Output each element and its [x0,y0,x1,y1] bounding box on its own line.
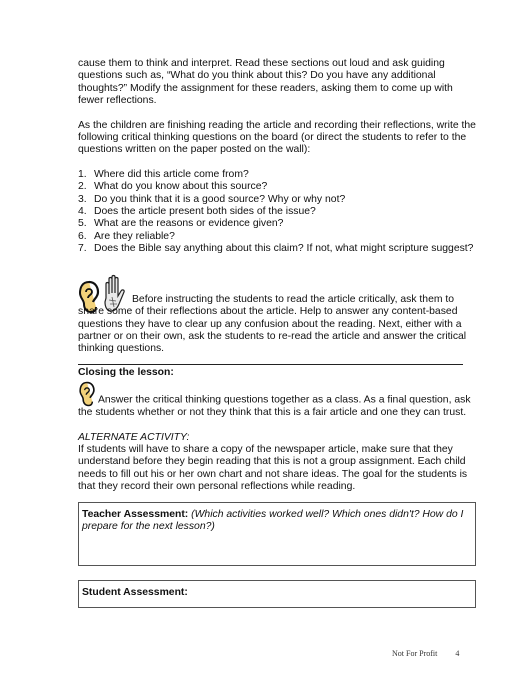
alternate-activity-paragraph: If students will have to share a copy of the newspaper article, make sure that they understand before they begin reading that this is not a group assignment. Each child needs to fill out his or her own chart and not share ideas. The goal for the students is that they record their own personal reflections while reading. [78,443,468,493]
critical-questions-list [78,169,480,256]
closing-paragraph: Answer the critical thinking questions together as a class. As a final question, ask the students whether or not they think that this is a fair article and one they can trust. [78,381,480,419]
teacher-assessment-question: (Which activities worked well? Which ones didn't? How do I prepare for the next lesson?) [82,508,464,532]
intro-paragraph: cause them to think and interpret. Read these sections out loud and ask guiding questions such as, “What do you think about this? Do you have any additional thoughts?” Modify the assignment for these readers, asking them to come up with fewer reflections. [78,58,453,107]
list-item: 1. Where did this article come from? [78,168,249,180]
instruction-paragraph: Before instructing the students to read the article critically, ask them to share some of their reflections about the article. Help to answer any content-based questions they have to clear up any confusion about the reading. Next, either with a partner or on their own, ask the students to re-read the article and answer the critical thinking questions. [78,293,467,355]
document-page [78,58,480,608]
alternate-activity-label: ALTERNATE ACTIVITY: [78,431,190,443]
page-footer [392,648,459,660]
list-item: 4. Does the article present both sides of the issue? [78,206,316,218]
list-item: 7. Does the Bible say anything about this claim? If not, what might scripture suggest? [78,243,474,255]
instruction-block [78,268,480,356]
teacher-assessment-box[interactable] [78,502,476,566]
list-item: 3. Do you think that it is a good source? Why or why not? [78,193,346,205]
student-assessment-label: Student Assessment: [82,586,188,598]
closing-block [78,381,480,419]
teacher-assessment-label: Teacher Assessment: [82,508,189,520]
closing-heading: Closing the lesson: [78,366,174,378]
list-item: 2. What do you know about this source? [78,181,268,193]
section-divider [78,364,463,365]
student-assessment-box[interactable] [78,580,476,608]
list-item: 6. Are they reliable? [78,230,175,242]
page-number: 4 [455,649,460,658]
list-item: 5. What are the reasons or evidence given? [78,218,284,230]
footer-text: Not For Profit [392,649,438,658]
ear-icon [78,381,96,407]
children-paragraph: As the children are finishing reading the article and recording their reflections, write the following critical thinking questions on the board (or direct the students to refer to the questions written on the paper posted on the wall): [78,119,476,156]
